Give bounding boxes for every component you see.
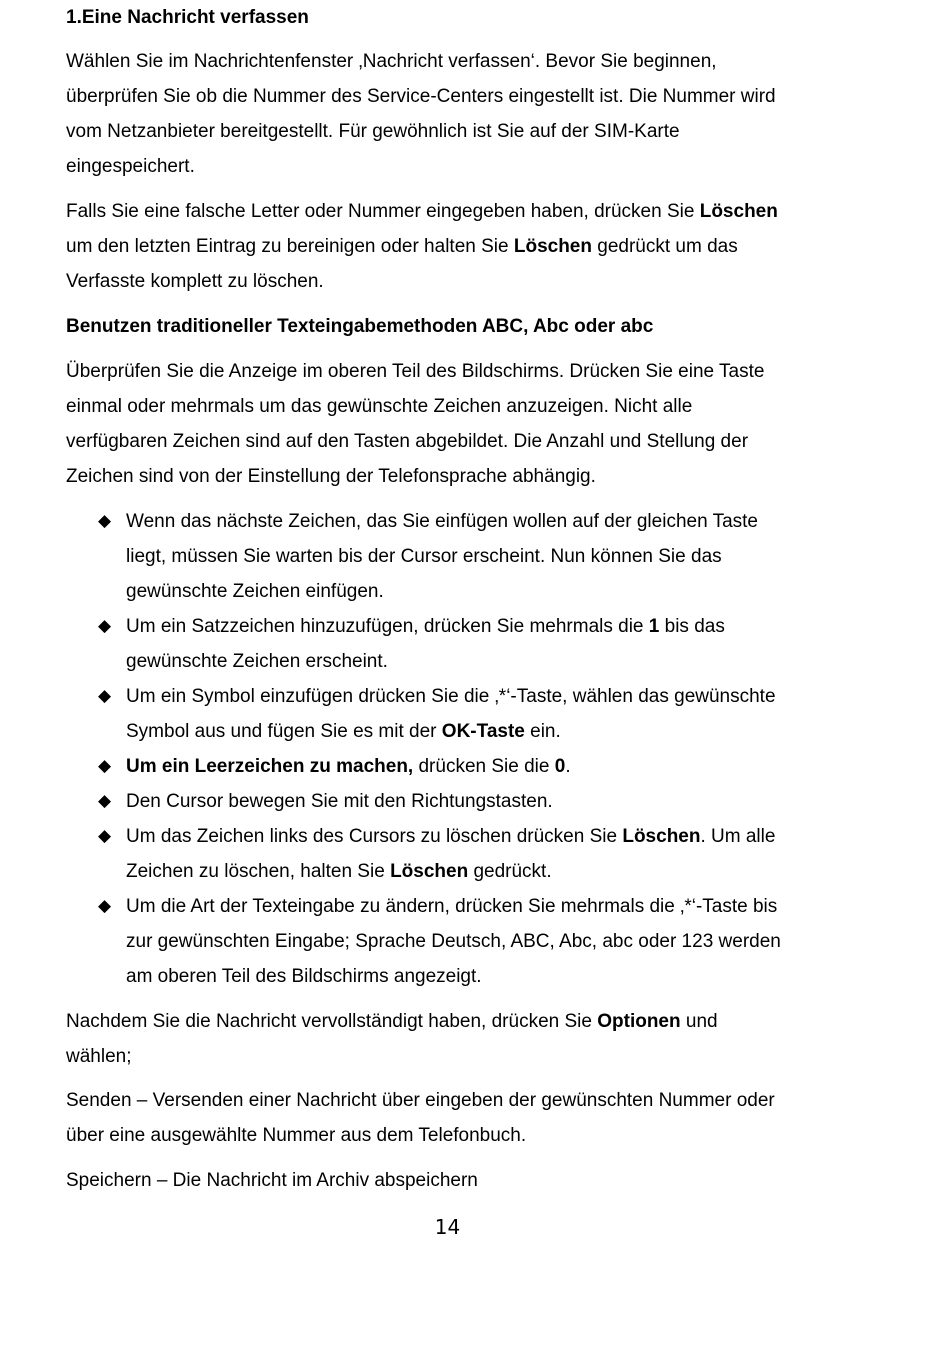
text-line: verfügbaren Zeichen sind auf den Tasten abgebildet. Die Anzahl und Stellung der [66,431,749,452]
text-line: Verfasste komplett zu löschen. [66,271,324,292]
text-line: Senden – Versenden einer Nachricht über eingeben der gewünschten Nummer oder [66,1090,775,1111]
text-line: Falls Sie eine falsche Letter oder Nummer eingegeben haben, drücken Sie Löschen [66,201,778,222]
paragraph-delete [66,194,846,299]
subheading [66,309,846,344]
subheading-text: Benutzen traditioneller Texteingabemethoden ABC, Abc oder abc [66,316,654,337]
paragraph-save [66,1163,846,1198]
text-line: Speichern – Die Nachricht im Archiv abspeichern [66,1170,478,1191]
paragraph-intro [66,44,846,184]
text-line: eingespeichert. [66,156,195,177]
diamond-bullet-icon: ◆ [98,826,112,846]
document-page: 1.Eine Nachricht verfassen Wählen Sie im Nachrichtenfenster ‚Nachricht verfassen‘. Bevor Sie beginnen, überprüfen Sie ob die Nummer des Service-Centers eingestellt ist. Die Nummer wird vom Netzanbieter bereitgestellt. Für gewöhnlich ist Sie auf der SIM-Karte eingespeichert. Falls Sie eine falsche Letter oder Nummer eingegeben haben, drücken Sie Löschen um den letzten Eintrag zu bereinigen oder halten Sie Löschen gedrückt um das Verfasste komplett zu löschen. Benutzen traditioneller Texteingabemethoden ABC, Abc oder abc Überprüfen Sie die Anzeige im oberen Teil des Bildschirms. Drücken Sie eine Taste einmal oder mehrmals um das gewünschte Zeichen anzuzeigen. Nicht alle verfügbaren Zeichen sind auf den Tasten abgebildet. Die Anzahl und Stellung der Zeichen sind von der Einstellung der Telefonsprache abhängig. ◆ Wenn das nächste Zeichen, das Sie einfügen wollen auf der gleichen Taste liegt, müssen Sie warten bis der Cursor erscheint. Nun können Sie das gewünschte Zeichen einfügen. ◆ Um ein Satzzeichen hinzuzufügen, drücken Sie mehrmals die 1 bis das gewünschte Zeichen erscheint. ◆ Um ein Symbol einzufügen drücken Sie die ‚*‘-Taste, wählen das gewünschte Symbol aus und fügen Sie es mit der OK-Taste ein. ◆ Um ein Leerzeichen zu machen, drücken Sie die 0. ◆ Den Cursor bewegen Sie mit den Richtungstasten. ◆ Um das Zeichen links des Cursors zu löschen drücken Sie Löschen. Um alle Zeichen zu löschen, halten Sie Löschen gedrückt. ◆ Um die Art der Texteingabe zu ändern, drücken Sie mehrmals die ‚*‘-Taste bis zur gewünschten Eingabe; Sprache Deutsch, ABC, Abc, abc oder 123 werden am oberen Teil des Bildschirms angezeigt. Nachdem Sie die Nachricht vervollständigt haben, drücken Sie Optionen und wählen; Senden – Versenden einer Nachricht über eingeben der gewünschten Nummer oder über eine ausgewählte Nummer aus dem Telefonbuch. Speichern – Die Nachricht im Archiv abspeichern 14 [0,0,950,1354]
paragraph-send [66,1083,846,1153]
text-line: Überprüfen Sie die Anzeige im oberen Teil des Bildschirms. Drücken Sie eine Taste [66,361,765,382]
diamond-bullet-icon: ◆ [98,896,112,916]
text-line: überprüfen Sie ob die Nummer des Service-Centers eingestellt ist. Die Nummer wird [66,86,776,107]
text-line: einmal oder mehrmals um das gewünschte Zeichen anzuzeigen. Nicht alle [66,396,693,417]
paragraph-options [66,1004,846,1074]
page-number: 14 [434,1215,461,1239]
diamond-bullet-icon: ◆ [98,511,112,531]
heading-text: 1.Eine Nachricht verfassen [66,7,309,28]
text-line: vom Netzanbieter bereitgestellt. Für gewöhnlich ist Sie auf der SIM-Karte [66,121,680,142]
text-line: wählen; [66,1046,132,1067]
paragraph-input-methods [66,354,846,494]
text-line: über eine ausgewählte Nummer aus dem Telefonbuch. [66,1125,527,1146]
diamond-bullet-icon: ◆ [98,616,112,636]
diamond-bullet-icon: ◆ [98,756,112,776]
text-line: um den letzten Eintrag zu bereinigen oder halten Sie Löschen gedrückt um das [66,236,738,257]
text-line: Zeichen sind von der Einstellung der Telefonsprache abhängig. [66,466,596,487]
diamond-bullet-icon: ◆ [98,686,112,706]
text-line: Nachdem Sie die Nachricht vervollständigt haben, drücken Sie Optionen und [66,1011,718,1032]
diamond-bullet-icon: ◆ [98,791,112,811]
text-line: Wählen Sie im Nachrichtenfenster ‚Nachricht verfassen‘. Bevor Sie beginnen, [66,51,717,72]
section-heading [66,0,846,35]
